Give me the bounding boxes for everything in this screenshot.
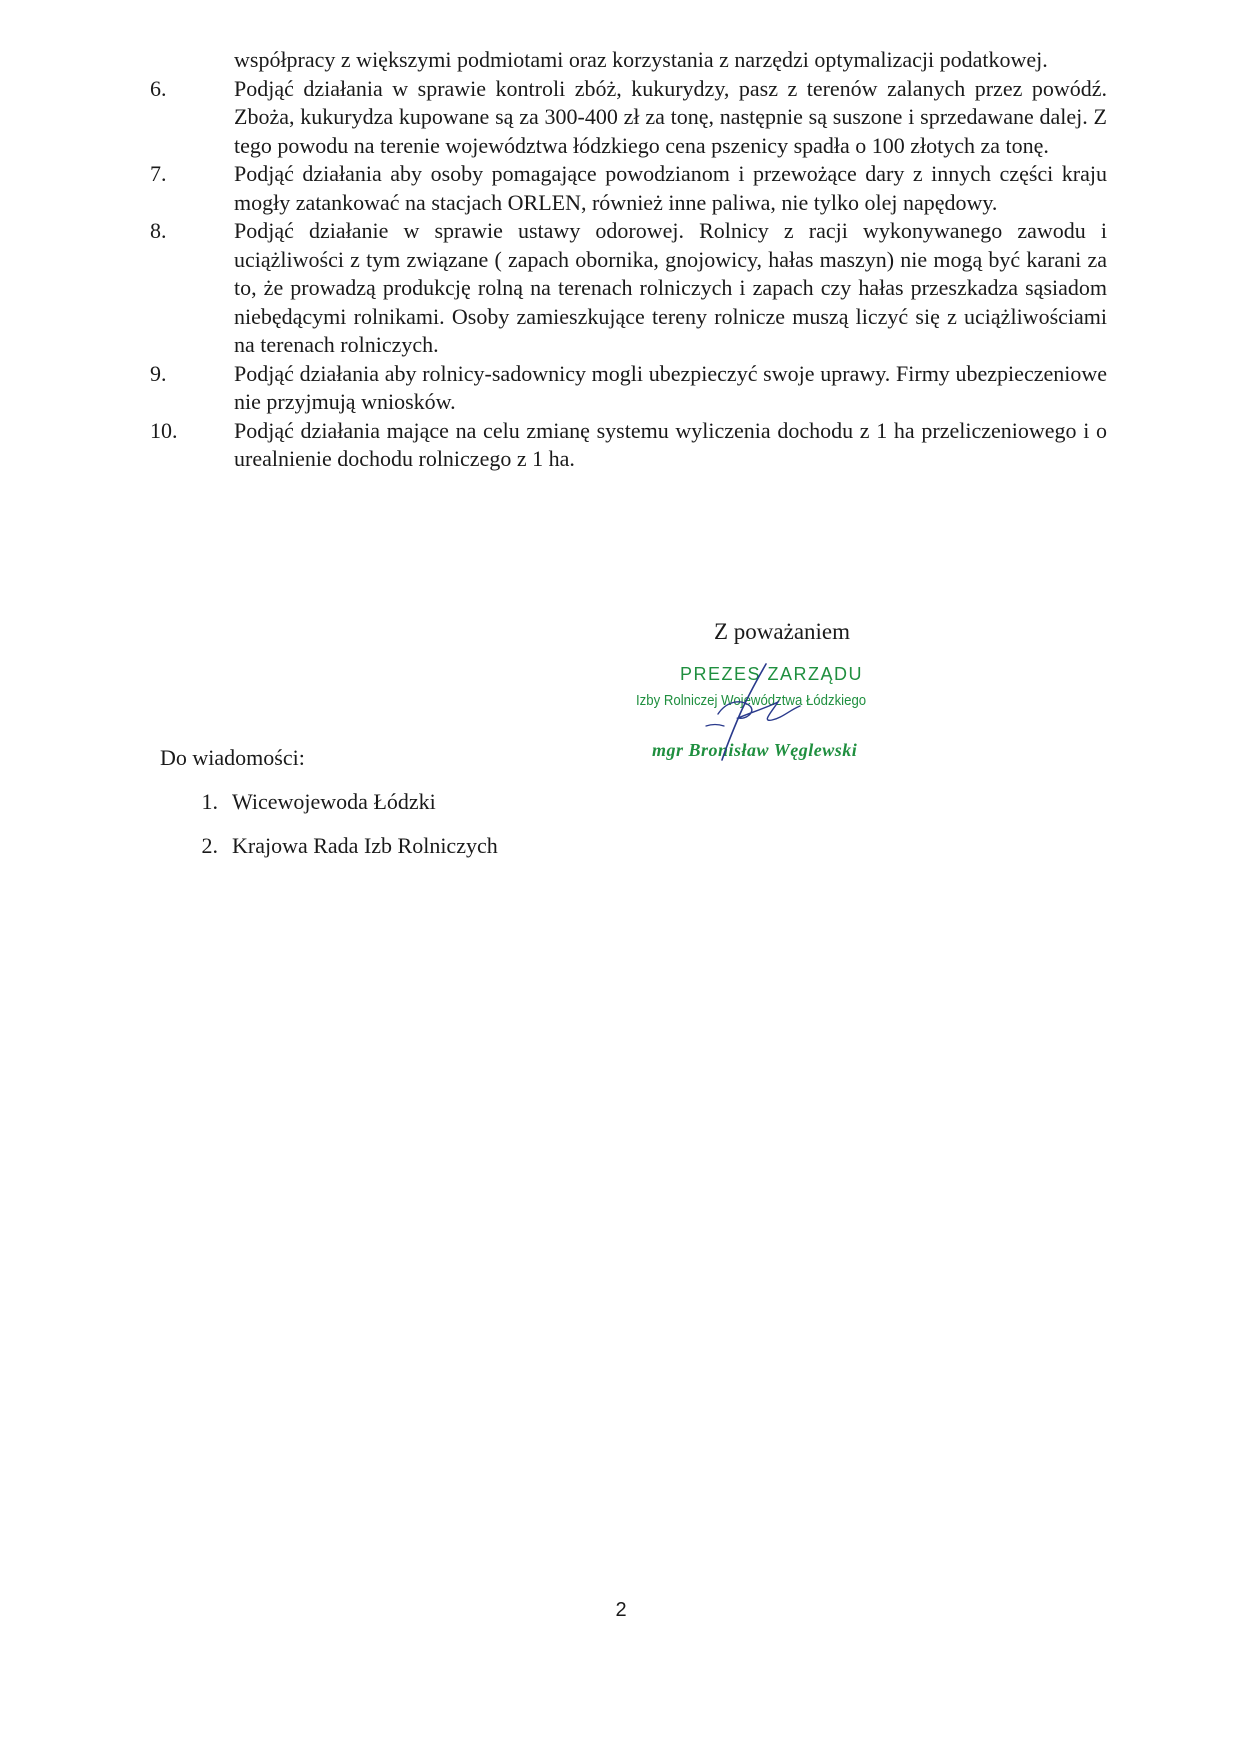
cc-recipient-name: Krajowa Rada Izb Rolniczych xyxy=(232,833,498,858)
list-item-text: Podjąć działania w sprawie kontroli zbóż, kukurydzy, pasz z terenów zalanych przez powódź. Zboża, kukurydza kupowane są za 300-400 zł za tonę, następnie są suszone i sprzedawane dalej. Z tego powodu na terenie województwa łódzkiego cena pszenicy spadła o 100 złotych za tonę. xyxy=(234,75,1107,158)
cc-recipient xyxy=(160,789,436,815)
cc-recipient-number: 1. xyxy=(201,789,218,814)
page-number: 2 xyxy=(615,1599,627,1621)
cc-recipient-number: 2. xyxy=(201,833,218,858)
list-item-number: 6. xyxy=(150,75,167,101)
list-item-text: Podjąć działania aby rolnicy-sadownicy mogli ubezpieczyć swoje uprawy. Firmy ubezpieczeniowe nie przyjmują wniosków. xyxy=(234,360,1107,414)
list-item-number: 9. xyxy=(150,360,167,386)
list-item-number: 8. xyxy=(150,218,167,243)
list-item-number: 10. xyxy=(150,417,178,443)
cc-recipient xyxy=(160,833,498,859)
letter-body xyxy=(150,46,1107,474)
list-item xyxy=(150,217,1107,360)
cc-recipient-name: Wicewojewoda Łódzki xyxy=(232,789,436,814)
cc-title: Do wiadomości: xyxy=(160,745,305,770)
continuation-paragraph: współpracy z większymi podmiotami oraz korzystania z narzędzi optymalizacji podatkowej. xyxy=(234,47,1048,72)
list-item-number: 7. xyxy=(150,161,167,186)
list-item xyxy=(150,75,1107,161)
handwritten-signature xyxy=(666,662,816,772)
list-item-text: Podjąć działanie w sprawie ustawy odorowej. Rolnicy z racji wykonywanego zawodu i uciążliwości z tym związane ( zapach obornika, gnojowicy, hałas maszyn) nie mogą być karani za to, że prowadzą produkcję rolną na terenach rolniczych i zapach czy hałas przeszkadza sąsiadom niebędącymi rolnikami. Osoby zamieszkujące tereny rolnicze muszą liczyć się z uciążliwościami na terenach rolniczych. xyxy=(234,218,1107,357)
official-stamp xyxy=(636,662,936,772)
list-item-text: Podjąć działania aby osoby pomagające powodzianom i przewożące dary z innych części kraju mogły zatankować na stacjach ORLEN, również inne paliwa, nie tylko olej napędowy. xyxy=(234,161,1107,215)
list-item xyxy=(150,360,1107,417)
stamp-title: PREZES ZARZĄDU xyxy=(680,664,864,684)
closing-greeting: Z poważaniem xyxy=(714,619,851,644)
list-item xyxy=(150,417,1107,474)
stamp-name: mgr Bronisław Węglewski xyxy=(652,740,858,760)
stamp-organization: Izby Rolniczej Województwa Łódzkiego xyxy=(636,692,867,709)
list-item xyxy=(150,160,1107,217)
list-item-text: Podjąć działania mające na celu zmianę systemu wyliczenia dochodu z 1 ha przeliczeniowego i o urealnienie dochodu rolniczego z 1 ha. xyxy=(234,417,1107,471)
